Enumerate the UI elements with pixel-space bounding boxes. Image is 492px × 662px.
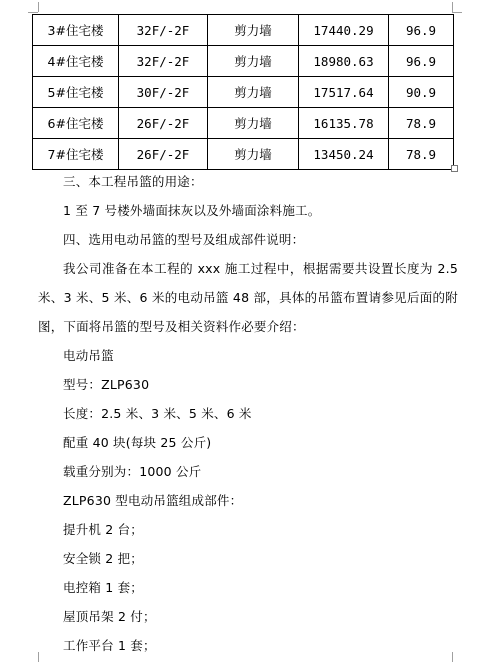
structure-cell: 剪力墙 [208, 15, 299, 46]
components-heading: ZLP630 型电动吊篮组成部件： [63, 493, 243, 508]
component-3: 电控箱 1 套； [63, 580, 143, 595]
component-2: 安全锁 2 把； [63, 551, 143, 566]
area-cell: 18980.63 [299, 46, 389, 77]
building-cell: 3#住宅楼 [33, 15, 119, 46]
structure-cell: 剪力墙 [208, 139, 299, 170]
floors-cell: 26F/-2F [119, 108, 208, 139]
component-1: 提升机 2 台； [63, 522, 143, 537]
load-line: 载重分别为：1000 公斤 [63, 464, 202, 479]
length-line: 长度：2.5 米、3 米、5 米、6 米 [63, 406, 252, 421]
intro-line-2: 米、3 米、5 米、6 米的电动吊篮 48 部，具体的吊篮布置请参见后面的附 [38, 290, 458, 305]
area-cell: 17517.64 [299, 77, 389, 108]
margin-mark-top-left-h [28, 12, 38, 13]
structure-cell: 剪力墙 [208, 108, 299, 139]
margin-mark-top-right [452, 2, 453, 12]
counterweight-line: 配重 40 块(每块 25 公斤) [63, 435, 212, 450]
floors-cell: 32F/-2F [119, 15, 208, 46]
building-table [32, 14, 454, 170]
floors-cell: 26F/-2F [119, 139, 208, 170]
area-cell: 17440.29 [299, 15, 389, 46]
margin-mark-top-right-h [452, 12, 462, 13]
building-cell: 6#住宅楼 [33, 108, 119, 139]
intro-line-3: 图，下面将吊篮的型号及相关资料作必要介绍： [38, 319, 305, 334]
table-row [33, 139, 454, 170]
margin-mark-top-left [38, 2, 39, 12]
building-cell: 7#住宅楼 [33, 139, 119, 170]
intro-line-1: 我公司准备在本工程的 xxx 施工过程中，根据需要共设置长度为 2.5 [63, 261, 458, 276]
structure-cell: 剪力墙 [208, 46, 299, 77]
table-row [33, 46, 454, 77]
margin-mark-bottom-left [38, 652, 39, 662]
component-5: 工作平台 1 套； [63, 638, 156, 653]
height-cell: 96.9 [389, 46, 454, 77]
section3-body: 1 至 7 号楼外墙面抹灰以及外墙面涂料施工。 [63, 203, 321, 218]
section4-heading: 四、选用电动吊篮的型号及组成部件说明： [63, 232, 305, 247]
table-row [33, 108, 454, 139]
section3-heading: 三、本工程吊篮的用途： [63, 174, 203, 189]
floors-cell: 30F/-2F [119, 77, 208, 108]
height-cell: 78.9 [389, 139, 454, 170]
component-4: 屋顶吊架 2 付； [63, 609, 156, 624]
table-row [33, 77, 454, 108]
table-resize-handle[interactable] [451, 165, 458, 172]
margin-mark-bottom-right [452, 652, 453, 662]
height-cell: 96.9 [389, 15, 454, 46]
area-cell: 16135.78 [299, 108, 389, 139]
item-title: 电动吊篮 [63, 348, 114, 363]
building-cell: 4#住宅楼 [33, 46, 119, 77]
height-cell: 78.9 [389, 108, 454, 139]
height-cell: 90.9 [389, 77, 454, 108]
structure-cell: 剪力墙 [208, 77, 299, 108]
floors-cell: 32F/-2F [119, 46, 208, 77]
model-line: 型号：ZLP630 [63, 377, 150, 392]
table-row [33, 15, 454, 46]
building-cell: 5#住宅楼 [33, 77, 119, 108]
area-cell: 13450.24 [299, 139, 389, 170]
